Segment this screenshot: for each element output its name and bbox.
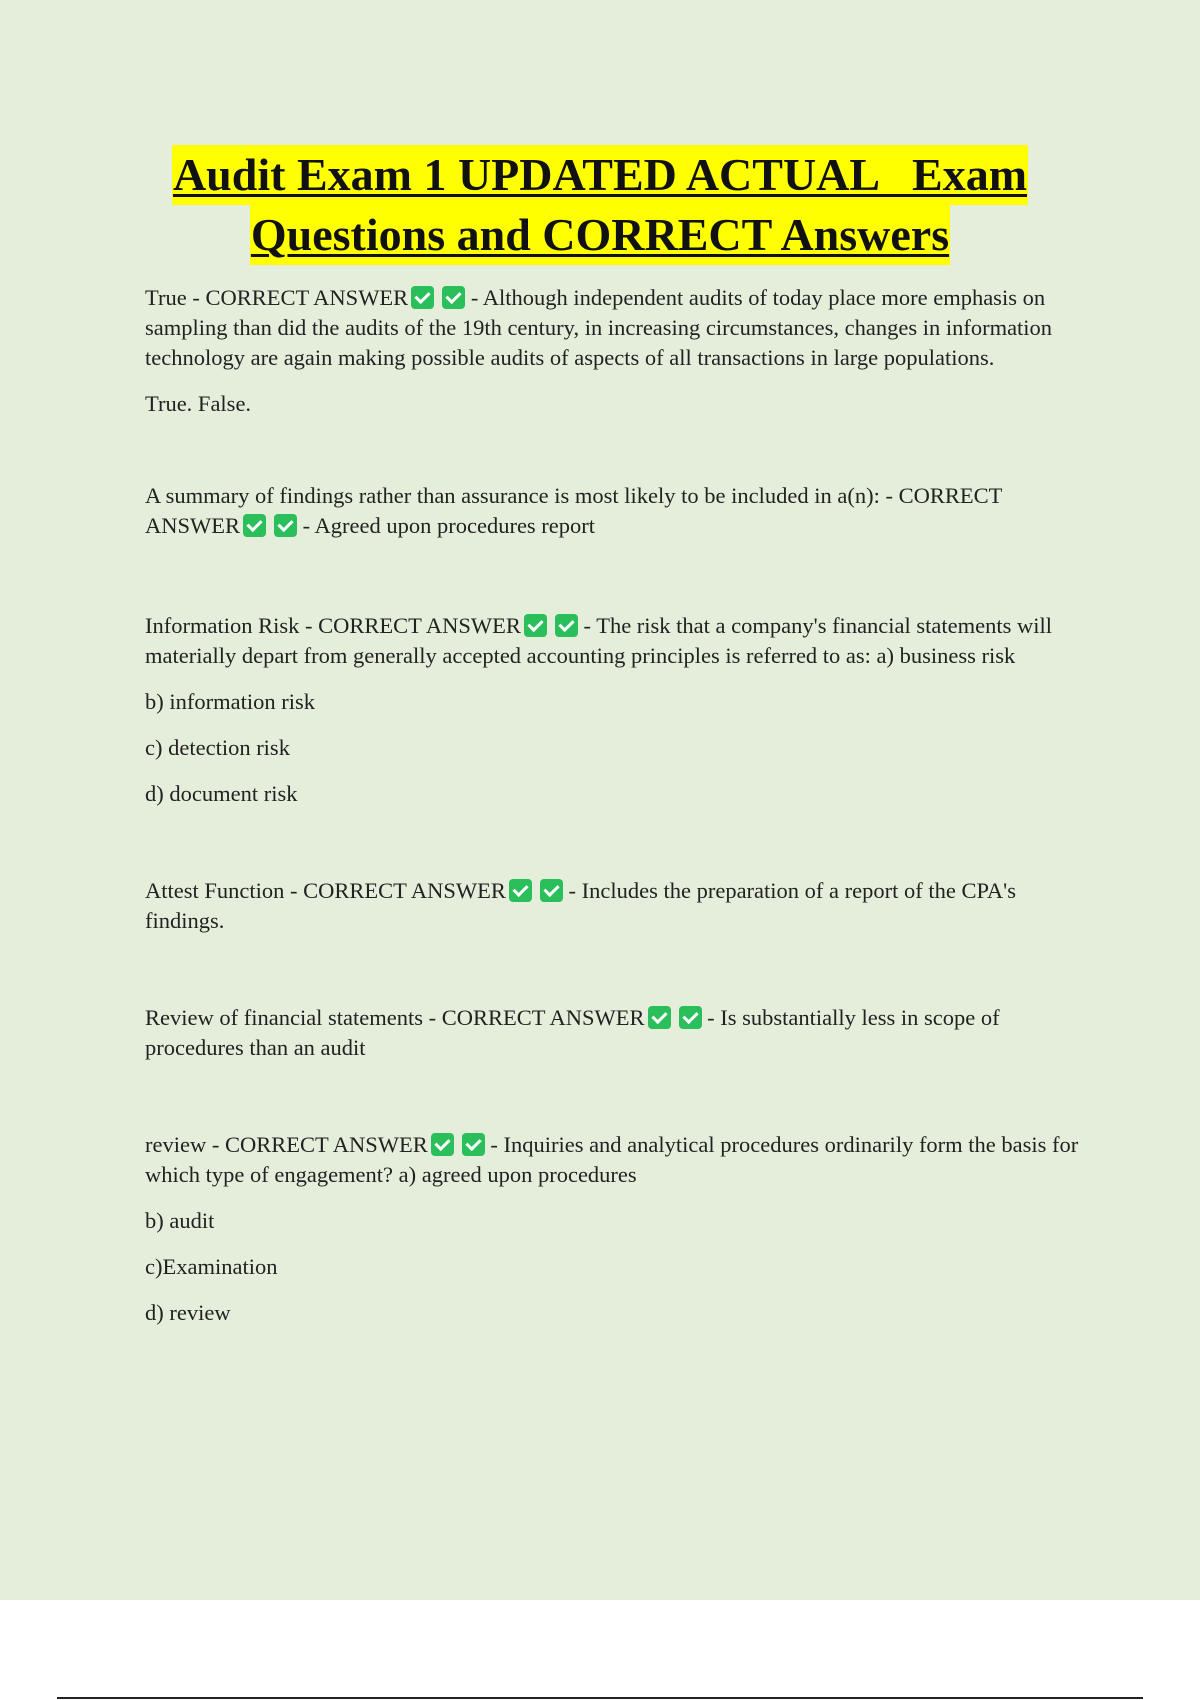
qa-extra-line: b) audit: [145, 1208, 215, 1233]
qa-text: Is substantially less in scope of procedures than an audit: [145, 1005, 1000, 1060]
qa-extra-line: c) detection risk: [145, 735, 290, 760]
qa-item-6: [145, 1130, 1095, 1328]
correct-answer-label: CORRECT ANSWER: [318, 613, 521, 638]
qa-term: Review of financial statements: [145, 1005, 424, 1030]
check-mark-icon: [274, 514, 297, 537]
title-line-1: Audit Exam 1 UPDATED ACTUAL Exam: [172, 145, 1028, 205]
qa-extra-line: b) information risk: [145, 689, 315, 714]
qa-text: Although independent audits of today place more emphasis on sampling than did the audits of the 19th century, in increasing circumstances, changes in information technology are again making possible audits of aspects of all transactions in large populations.: [145, 285, 1053, 370]
separator: -: [297, 513, 315, 538]
qa-text: Agreed upon procedures report: [314, 513, 596, 538]
qa-term: Attest Function: [145, 878, 285, 903]
separator: -: [562, 878, 582, 903]
qa-term: review: [145, 1132, 207, 1157]
check-mark-icon: [648, 1006, 671, 1029]
title-line-2: Questions and CORRECT Answers: [250, 205, 950, 265]
separator: -: [186, 285, 206, 310]
check-mark-icon: [462, 1133, 485, 1156]
check-mark-icon: [509, 879, 532, 902]
qa-text: Inquiries and analytical procedures ordinarily form the basis for which type of engagement? a) agreed upon procedures: [145, 1132, 1079, 1187]
separator: -: [484, 1132, 504, 1157]
check-mark-icon: [411, 286, 434, 309]
qa-list: [145, 283, 1095, 1328]
check-mark-icon: [431, 1133, 454, 1156]
separator: -: [299, 613, 319, 638]
check-mark-icon: [243, 514, 266, 537]
qa-item-4: [145, 876, 1095, 936]
qa-term: A summary of findings rather than assurance is most likely to be included in a(n):: [145, 483, 880, 508]
qa-paragraph: [145, 283, 1095, 373]
check-mark-icon: [442, 286, 465, 309]
footer-divider: [57, 1697, 1143, 1699]
check-mark-icon: [679, 1006, 702, 1029]
qa-paragraph: [145, 481, 1095, 541]
separator: -: [465, 285, 483, 310]
correct-answer-label: CORRECT ANSWER: [224, 1132, 428, 1157]
qa-text: The risk that a company's financial statements will materially depart from generally accepted accounting principles is referred to as: a) business risk: [145, 613, 1053, 668]
separator: -: [577, 613, 597, 638]
check-mark-icon: [555, 614, 578, 637]
qa-extra-line: d) document risk: [145, 781, 298, 806]
page-title: [0, 145, 1200, 265]
qa-extra-line: d) review: [145, 1300, 231, 1325]
correct-answer-label: CORRECT ANSWER: [205, 285, 409, 310]
check-mark-icon: [540, 879, 563, 902]
separator: -: [284, 878, 304, 903]
qa-paragraph: [145, 876, 1095, 936]
correct-answer-label: CORRECT ANSWER: [441, 1005, 645, 1030]
qa-item-2: [145, 481, 1095, 541]
qa-paragraph: [145, 611, 1095, 671]
separator: -: [879, 483, 899, 508]
correct-answer-label: CORRECT ANSWER: [145, 483, 1002, 538]
qa-paragraph: [145, 1130, 1095, 1190]
qa-term: True: [145, 285, 187, 310]
qa-extra-line: True. False.: [145, 391, 252, 416]
separator: -: [423, 1005, 442, 1030]
qa-extra-line: c)Examination: [145, 1254, 278, 1279]
separator: -: [701, 1005, 721, 1030]
check-mark-icon: [524, 614, 547, 637]
qa-item-3: [145, 611, 1095, 809]
qa-term: Information Risk: [145, 613, 300, 638]
qa-item-5: [145, 1003, 1095, 1063]
qa-item-1: [145, 283, 1095, 419]
qa-paragraph: [145, 1003, 1095, 1063]
correct-answer-label: CORRECT ANSWER: [303, 878, 506, 903]
separator: -: [206, 1132, 225, 1157]
qa-text: Includes the preparation of a report of the CPA's findings.: [145, 878, 1016, 933]
